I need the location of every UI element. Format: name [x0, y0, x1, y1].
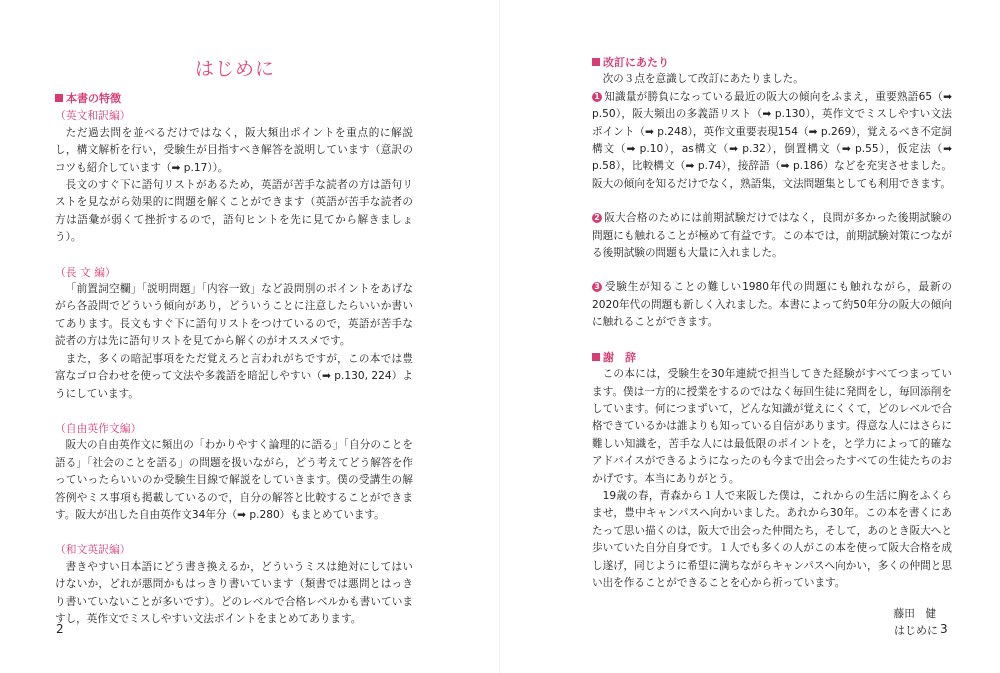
author-signature: 藤田 健 — [893, 608, 936, 621]
running-head: はじめに — [894, 624, 938, 637]
numbered-item: 1 知識量が勝負になっている最近の阪大の傾向をふまえ，重要熟語65（➡ p.50），阪大頻出の多義語リスト（➡ p.130），英作文でミスしやすい文法ポイント（➡ p.248），英作文重要表現154（➡ p.269），覚えるべき不定詞構文（➡ p.10），as構文（➡ p.32），倒置構文（➡ p.55），仮定法（➡ p.58），比較構文（➡ p.74），接辞語（➡ p.186）などを充実させました。阪大の傾向を知るだけでなく，熟語集，文法問題集としても利用できます。 — [592, 90, 952, 190]
paragraph: ただ過去問を並べるだけではなく，阪大頻出ポイントを重点的に解説し，構文解析を行い，受験生が目指すべき解答を説明しています（意訳のコツも紹介しています（➡ p.17））。 — [55, 126, 413, 174]
square-bullet-icon — [592, 353, 600, 361]
square-bullet-icon — [592, 58, 600, 66]
numbered-item: 2 阪大合格のためには前期試験だけではなく，良問が多かった後期試験の問題にも触れることが極めて有益です。この本では，前期試験対策につながる後期試験の問題も大量に入れました。 — [592, 212, 952, 260]
paragraph: 長文のすぐ下に語句リストがあるため，英語が苦手な読者の方は語句リストを見ながら効果的に問題を解くことができます（英語が苦手な読者の方は語彙が弱くて挫折するので，語句ヒントを先に見てから解きましょう）。 — [55, 179, 413, 244]
paragraph: また，多くの暗記事項をただ覚えろと言われがちですが，この本では豊富なゴロ合わせを使って文法や多義語を暗記しやすい（➡ p.130, 224）ようにしています。 — [55, 352, 413, 400]
section-heading-thanks: 謝 辞 — [592, 349, 952, 366]
subheading-long-text: （長 文 編） — [55, 265, 116, 279]
section-heading-revision: 改訂にあたり — [592, 54, 952, 71]
number-badge-icon: 2 — [592, 213, 602, 223]
subheading-japanese-english: （和文英訳編） — [55, 543, 131, 557]
paragraph: 書きやすい日本語にどう書き換えるか，どういうミスは絶対にしてはいけないか，どれが悪問かもはっきり書いています（類書では悪問とはっきり書いていないことが多いです）。どのレベルで合格レベルかも書いていますし，英作文でミスしやすい文法ポイントをまとめてあります。 — [55, 560, 413, 625]
right-page — [500, 0, 1000, 673]
number-badge-icon: 1 — [592, 92, 602, 102]
left-column — [55, 90, 413, 628]
paragraph: 19歳の春，青森から１人で来阪した僕は，これからの生活に胸をふくらませ，豊中キャンパスへ向かいました。あれから30年。この本を書くにあたって思い描くのは，阪大で出会った仲間たち，そして，あのとき阪大へと歩いていた自分自身です。１人でも多くの人がこの本を使って阪大合格を成し遂げ，同じように希望に満ちながらキャンパスへ向かい，多くの仲間と思い出を作ることができることを心から祈っています。 — [592, 489, 952, 589]
page-number: 2 — [56, 622, 64, 636]
square-bullet-icon — [55, 94, 63, 102]
subheading-translation: （英文和訳編） — [55, 109, 131, 123]
paragraph: 阪大の自由英作文に頻出の「わかりやすく論理的に語る」「自分のことを語る」「社会のことを語る」の問題を扱いながら，どう考えてどう解答を作っていったらいいのか受験生目線で解説をしていきます。僕の受講生の解答例やミス事項も掲載しているので，自分の解答と比較することができます。阪大が出した自由英作文34年分（➡ p.280）もまとめています。 — [55, 439, 413, 521]
numbered-item: 3 受験生が知ることの難しい1980年代の問題にも触れながら，最新の2020年代の問題も新しく入れました。本書によって約50年分の阪大の傾向に触れることができます。 — [592, 281, 952, 329]
page-number: 3 — [940, 622, 948, 636]
number-badge-icon: 3 — [592, 282, 602, 292]
paragraph: この本には，受験生を30年連続で担当してきた経験がすべてつまっています。僕は一方的に授業をするのではなく毎回生徒に発問をし，毎回添削をしています。何につまずいて，どんな知識が覚えにくくて，どのレベルで合格できているかは誰よりも知っている自信があります。得意な人にはさらに難しい知識を，苦手な人には最低限のポイントを，と学力によって的確なアドバイスができるようになったのも今まで出会ったすべての生徒たちのおかげです。本当にありがとう。 — [592, 368, 952, 485]
subheading-free-composition: （自由英作文編） — [55, 421, 142, 435]
section-heading-features: 本書の特徴 — [55, 90, 413, 107]
page-title: はじめに — [195, 58, 276, 80]
right-column — [592, 54, 952, 624]
paragraph: 次の３点を意識して改訂にあたりました。 — [602, 73, 804, 86]
paragraph: 「前置詞空欄」「説明問題」「内容一致」など設問別のポイントをあげながら各設問でどういう傾向があり，どういうことに注意したらいいか書いてあります。長文もすぐ下に語句リストをつけているので，英語が苦手な読者の方は先に語句リストを見てから解くのがオススメです。 — [55, 283, 413, 348]
